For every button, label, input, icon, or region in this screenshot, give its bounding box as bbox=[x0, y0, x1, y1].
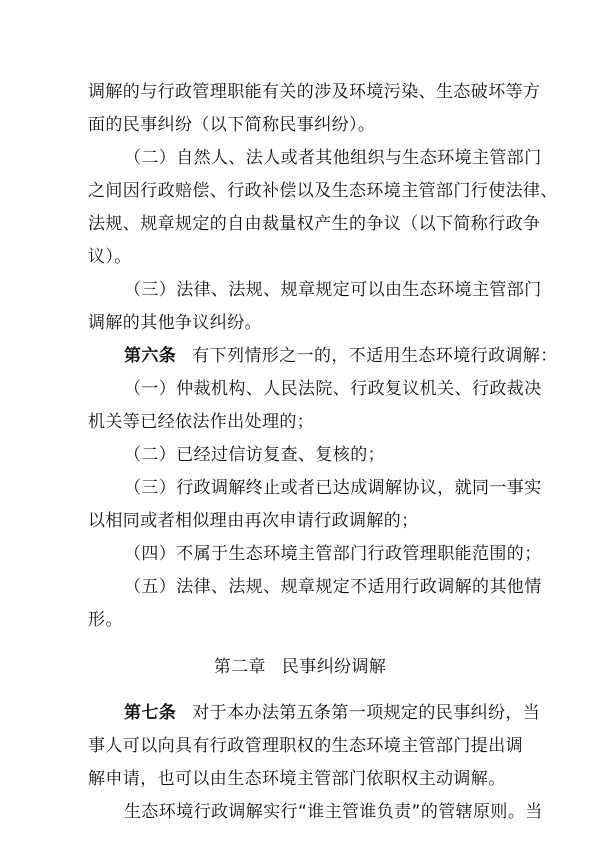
chapter-heading bbox=[0, 652, 600, 682]
article-7-text: 对于本办法第五条第一项规定的民事纠纷，当 bbox=[192, 703, 541, 723]
article-6-item-5: （五）法律、法规、规章规定不适用行政调解的其他情 bbox=[124, 577, 542, 597]
clause-2-line: （二）自然人、法人或者其他组织与生态环境主管部门 bbox=[124, 148, 542, 168]
text-line: 形。 bbox=[88, 610, 123, 630]
article-6-line bbox=[124, 341, 558, 371]
text-line: 法规、规章规定的自由裁量权产生的争议（以下简称行政争 bbox=[88, 214, 541, 234]
text-line: 生态环境行政调解实行“谁主管谁负责”的管辖原则。当 bbox=[124, 802, 543, 822]
chapter-number: 第二章 bbox=[213, 657, 266, 677]
article-6-item-3: （三）行政调解终止或者已达成调解协议，就同一事实 bbox=[124, 478, 542, 498]
text-line: 以相同或者相似理由再次申请行政调解的； bbox=[88, 511, 419, 531]
clause-3-line: （三）法律、法规、规章规定可以由生态环境主管部门 bbox=[124, 280, 542, 300]
article-6-text: 有下列情形之一的，不适用生态环境行政调解： bbox=[192, 346, 558, 366]
text-line: 调解的与行政管理职能有关的涉及环境污染、生态破坏等方 bbox=[88, 82, 541, 102]
text-line: 解申请，也可以由生态环境主管部门依职权主动调解。 bbox=[88, 769, 506, 789]
article-6-item-1: （一）仲裁机构、人民法院、行政复议机关、行政裁决 bbox=[124, 379, 542, 399]
article-6-label: 第六条 bbox=[124, 346, 177, 366]
article-7-label: 第七条 bbox=[124, 703, 177, 723]
chapter-title: 民事纠纷调解 bbox=[281, 657, 387, 677]
text-line: 议）。 bbox=[88, 247, 132, 267]
text-line: 机关等已经依法作出处理的； bbox=[88, 412, 315, 432]
article-6-item-4: （四）不属于生态环境主管部门行政管理职能范围的； bbox=[124, 544, 542, 564]
text-line: 面的民事纠纷（以下简称民事纠纷）。 bbox=[88, 115, 376, 135]
text-line: 之间因行政赔偿、行政补偿以及生态环境主管部门行使法律、 bbox=[88, 181, 558, 201]
text-line: 事人可以向具有行政管理职权的生态环境主管部门提出调 bbox=[88, 736, 523, 756]
text-line: 调解的其他争议纠纷。 bbox=[88, 313, 262, 333]
article-7-line bbox=[124, 698, 540, 728]
article-6-item-2: （二）已经过信访复查、复核的； bbox=[124, 445, 385, 465]
